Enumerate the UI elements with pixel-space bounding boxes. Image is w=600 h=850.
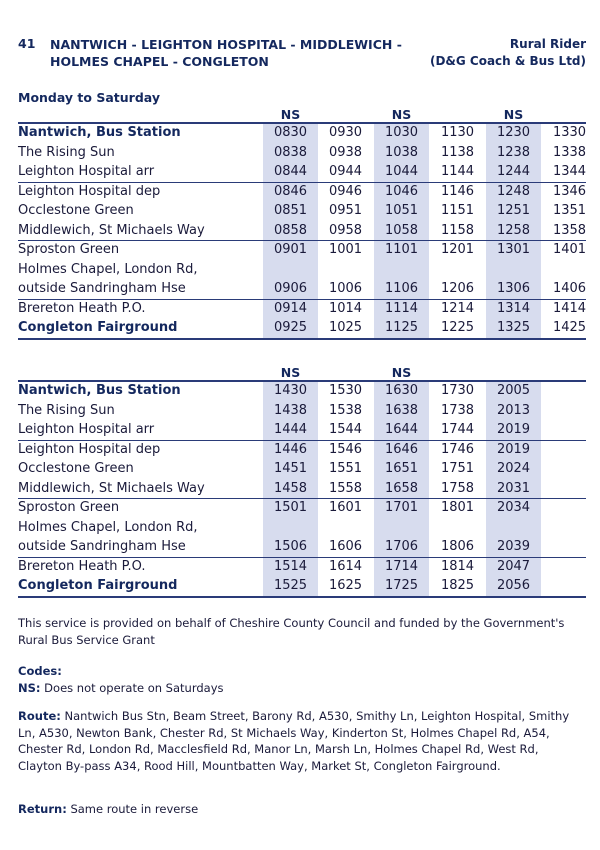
route-title-line-1: NANTWICH - LEIGHTON HOSPITAL - MIDDLEWICH -: [50, 37, 402, 52]
departure-time: 1314: [486, 299, 541, 319]
departure-time: 1106: [374, 279, 429, 299]
stop-name: Middlewich, St Michaels Way: [18, 480, 205, 496]
departure-time: 1538: [328, 402, 363, 418]
departure-time: 1144: [440, 164, 475, 179]
departure-time: 1451: [263, 459, 318, 479]
stop-name: Holmes Chapel, London Rd,: [18, 519, 198, 535]
departure-time: 1551: [328, 461, 363, 476]
departure-time: 1630: [374, 381, 429, 401]
ns-code: NS:: [18, 680, 41, 695]
departure-time: 1730: [440, 383, 475, 398]
departure-time: 1658: [374, 479, 429, 499]
stop-name: Leighton Hospital dep: [18, 183, 161, 199]
table-bottom-rule: [18, 596, 586, 598]
timetable-row: [18, 318, 586, 338]
departure-time: 1738: [440, 402, 475, 418]
departure-time: 2019: [486, 420, 541, 440]
departure-time: [263, 260, 318, 280]
return-label: Return:: [18, 802, 67, 816]
days-of-operation: Monday to Saturday: [18, 90, 160, 105]
codes-section: [18, 663, 578, 696]
departure-time: 1430: [263, 381, 318, 401]
timetable-row: [18, 518, 586, 538]
departure-time: 0901: [263, 240, 318, 260]
stop-name: Occlestone Green: [18, 461, 134, 476]
departure-time: 2039: [486, 537, 541, 557]
group-separator: [18, 240, 586, 241]
route-title-line-2: HOLMES CHAPEL - CONGLETON: [50, 54, 269, 69]
stop-name: Brereton Heath P.O.: [18, 300, 146, 316]
timetable-row: [18, 557, 586, 577]
departure-time: [486, 518, 541, 538]
route-description: [18, 708, 578, 774]
route-label: Route:: [18, 709, 61, 723]
ns-code-line: [18, 680, 578, 697]
departure-time: 1744: [440, 422, 475, 437]
table-top-rule: [18, 122, 586, 124]
timetable-row: [18, 420, 586, 440]
departure-time: 2034: [486, 498, 541, 518]
timetable-row: [18, 440, 586, 460]
departure-time: 1406: [552, 281, 587, 296]
departure-time: 0930: [328, 125, 363, 140]
stop-name: The Rising Sun: [18, 402, 115, 418]
group-separator: [18, 182, 586, 183]
departure-time: 0846: [263, 182, 318, 202]
timetable-row: [18, 260, 586, 280]
funding-note: This service is provided on behalf of Cheshire County Council and funded by the Government's Rural Bus Service Grant: [18, 616, 565, 647]
group-separator: [18, 498, 586, 499]
departure-time: 1544: [328, 422, 363, 437]
departure-time: 1225: [440, 320, 475, 335]
stop-name: Brereton Heath P.O.: [18, 558, 146, 574]
departure-time: 1814: [440, 558, 475, 574]
column-codes: [18, 105, 586, 123]
table-bottom-rule: [18, 338, 586, 340]
departure-time: 2056: [486, 576, 541, 596]
column-code: NS: [280, 107, 301, 122]
stop-name: Congleton Fairground: [18, 320, 178, 335]
departure-time: 1046: [374, 182, 429, 202]
return-description: [18, 801, 578, 818]
timetable-row: [18, 162, 586, 182]
departure-time: 1414: [552, 300, 587, 316]
departure-time: 1758: [440, 480, 475, 496]
departure-time: 0858: [263, 221, 318, 241]
column-code: NS: [280, 365, 301, 380]
timetable-morning: [18, 105, 586, 338]
timetable-row: [18, 479, 586, 499]
timetable-row: [18, 201, 586, 221]
departure-time: 1438: [263, 401, 318, 421]
departure-time: 1251: [486, 201, 541, 221]
departure-time: 1725: [374, 576, 429, 596]
departure-time: [318, 518, 373, 538]
departure-time: 0938: [328, 144, 363, 160]
departure-time: 1546: [328, 441, 363, 457]
departure-time: 1351: [552, 203, 587, 218]
departure-time: [374, 518, 429, 538]
departure-time: 1506: [263, 537, 318, 557]
departure-time: 2005: [486, 381, 541, 401]
departure-time: 1401: [552, 242, 587, 257]
operator-line-2: (D&G Coach & Bus Ltd): [429, 54, 586, 68]
departure-time: 1014: [328, 300, 363, 316]
stop-name: Leighton Hospital arr: [18, 164, 155, 179]
timetable-body: [18, 381, 586, 596]
departure-time: 1751: [440, 461, 475, 476]
departure-time: 1601: [328, 500, 363, 515]
departure-time: 2013: [486, 401, 541, 421]
departure-time: 1746: [440, 441, 475, 457]
departure-time: 1151: [440, 203, 475, 218]
group-separator: [18, 440, 586, 441]
departure-time: [318, 260, 373, 280]
stop-name: outside Sandringham Hse: [18, 539, 186, 554]
departure-time: 1238: [486, 143, 541, 163]
timetable-body: [18, 123, 586, 338]
departure-time: 1425: [552, 320, 587, 335]
departure-time: 1230: [486, 123, 541, 143]
departure-time: 0851: [263, 201, 318, 221]
departure-time: 1558: [328, 480, 363, 496]
departure-time: 1038: [374, 143, 429, 163]
timetable-row: [18, 498, 586, 518]
operator-line-1: Rural Rider: [509, 37, 586, 51]
departure-time: 1525: [263, 576, 318, 596]
stop-name: Nantwich, Bus Station: [18, 383, 181, 398]
stop-name: Occlestone Green: [18, 203, 134, 218]
route-text: Nantwich Bus Stn, Beam Street, Barony Rd, A530, Smithy Ln, Leighton Hospital, Smithy Ln, A530, Newton Bank, Chester Rd, St Michaels Way, Kinderton St, Holmes Chapel Rd, A54, Chester Rd, London Rd, Macclesfield Rd, Manor Ln, Marsh Ln, Holmes Chapel Rd, West Rd, Clayton By-pass A34, Rood Hill, Mountbatten Way, Market St, Congleton Fairground.: [18, 709, 570, 773]
stop-name: Sproston Green: [18, 242, 120, 257]
departure-time: 1651: [374, 459, 429, 479]
departure-time: 1444: [263, 420, 318, 440]
departure-time: 1706: [374, 537, 429, 557]
departure-time: [486, 260, 541, 280]
stop-name: Middlewich, St Michaels Way: [18, 222, 205, 238]
departure-time: 1258: [486, 221, 541, 241]
departure-time: 2031: [486, 479, 541, 499]
timetable-header: [18, 36, 586, 72]
departure-time: 1030: [374, 123, 429, 143]
group-separator: [18, 557, 586, 558]
departure-time: [263, 518, 318, 538]
timetable-row: [18, 401, 586, 421]
stop-name: Sproston Green: [18, 500, 120, 515]
departure-time: 1125: [374, 318, 429, 338]
codes-heading: Codes:: [18, 664, 62, 678]
departure-time: 1606: [328, 539, 363, 554]
departure-time: 1006: [328, 281, 363, 296]
departure-time: 1346: [552, 183, 587, 199]
departure-time: [542, 260, 597, 280]
route-number: 41: [18, 36, 36, 51]
departure-time: 0958: [328, 222, 363, 238]
departure-time: 1825: [440, 578, 475, 593]
column-codes: [18, 363, 586, 381]
departure-time: 1806: [440, 539, 475, 554]
departure-time: [430, 260, 485, 280]
departure-time: 0844: [263, 162, 318, 182]
departure-time: 1114: [374, 299, 429, 319]
departure-time: 1614: [328, 558, 363, 574]
timetable-afternoon: [18, 363, 586, 596]
departure-time: 0925: [263, 318, 318, 338]
departure-time: 1025: [328, 320, 363, 335]
table-top-rule: [18, 380, 586, 382]
departure-time: 1514: [263, 557, 318, 577]
column-code: NS: [391, 107, 412, 122]
departure-time: 1044: [374, 162, 429, 182]
departure-time: 1338: [552, 144, 587, 160]
departure-time: 1644: [374, 420, 429, 440]
timetable-row: [18, 240, 586, 260]
departure-time: 1058: [374, 221, 429, 241]
departure-time: 1244: [486, 162, 541, 182]
timetable-row: [18, 537, 586, 557]
departure-time: 1325: [486, 318, 541, 338]
departure-time: 1530: [328, 383, 363, 398]
operator-name: [430, 36, 586, 70]
timetable-row: [18, 299, 586, 319]
stop-name: Leighton Hospital dep: [18, 441, 161, 457]
departure-time: 1458: [263, 479, 318, 499]
return-text: Same route in reverse: [70, 802, 199, 816]
timetable-row: [18, 381, 586, 401]
timetable-row: [18, 123, 586, 143]
timetable-row: [18, 459, 586, 479]
departure-time: 0951: [328, 203, 363, 218]
departure-time: 0830: [263, 123, 318, 143]
departure-time: 1146: [440, 183, 475, 199]
departure-time: 1138: [440, 144, 475, 160]
departure-time: 1638: [374, 401, 429, 421]
timetable-row: [18, 576, 586, 596]
departure-time: 2019: [486, 440, 541, 460]
departure-time: 0906: [263, 279, 318, 299]
departure-time: 1130: [440, 125, 475, 140]
timetable-row: [18, 182, 586, 202]
departure-time: 0914: [263, 299, 318, 319]
departure-time: 2024: [486, 459, 541, 479]
departure-time: [430, 518, 485, 538]
departure-time: 1701: [374, 498, 429, 518]
stop-name: Holmes Chapel, London Rd,: [18, 261, 198, 277]
group-separator: [18, 299, 586, 300]
route-title: [50, 36, 402, 70]
stop-name: Nantwich, Bus Station: [18, 125, 181, 140]
departure-time: 0838: [263, 143, 318, 163]
departure-time: 1714: [374, 557, 429, 577]
departure-time: 1158: [440, 222, 475, 238]
departure-time: 1306: [486, 279, 541, 299]
departure-time: 1101: [374, 240, 429, 260]
timetable-row: [18, 143, 586, 163]
departure-time: 1001: [328, 242, 363, 257]
stop-name: Congleton Fairground: [18, 578, 178, 593]
departure-time: 1625: [328, 578, 363, 593]
departure-time: 1206: [440, 281, 475, 296]
departure-time: 1248: [486, 182, 541, 202]
departure-time: 0946: [328, 183, 363, 199]
departure-time: 2047: [486, 557, 541, 577]
column-code: NS: [503, 107, 524, 122]
departure-time: 1801: [440, 500, 475, 515]
stop-name: outside Sandringham Hse: [18, 281, 186, 296]
departure-time: 1446: [263, 440, 318, 460]
departure-time: 1201: [440, 242, 475, 257]
departure-time: 1051: [374, 201, 429, 221]
stop-name: Leighton Hospital arr: [18, 422, 155, 437]
departure-time: 0944: [328, 164, 363, 179]
departure-time: 1646: [374, 440, 429, 460]
stop-name: The Rising Sun: [18, 144, 115, 160]
departure-time: 1358: [552, 222, 587, 238]
column-code: NS: [391, 365, 412, 380]
departure-time: 1214: [440, 300, 475, 316]
departure-time: 1501: [263, 498, 318, 518]
departure-time: 1344: [552, 164, 587, 179]
departure-time: 1330: [552, 125, 587, 140]
timetable-row: [18, 279, 586, 299]
departure-time: [374, 260, 429, 280]
ns-code-text: Does not operate on Saturdays: [44, 680, 224, 695]
timetable-row: [18, 221, 586, 241]
departure-time: 1301: [486, 240, 541, 260]
